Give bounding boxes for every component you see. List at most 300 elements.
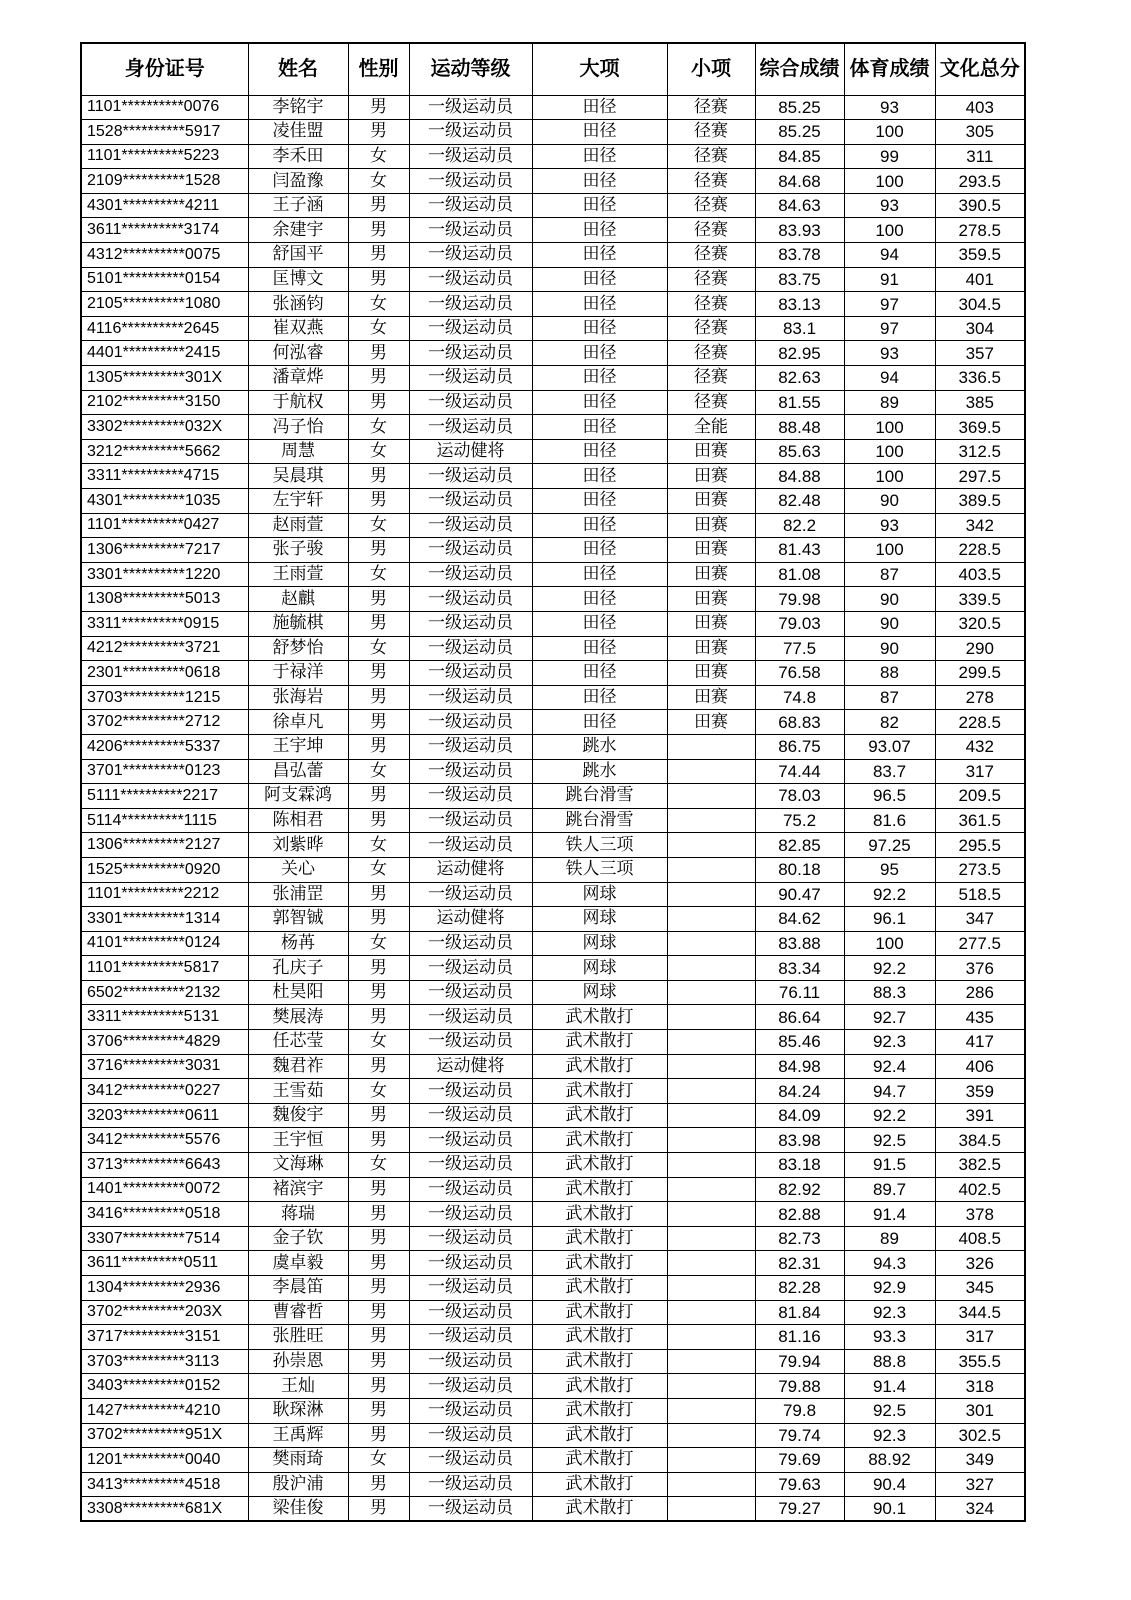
event-category-cell: 跳台滑雪 <box>532 784 667 809</box>
sport-level-cell: 一级运动员 <box>409 1153 532 1178</box>
id-number-cell: 3301**********1314 <box>81 907 248 932</box>
table-row <box>81 1497 1025 1522</box>
event-category-cell: 田径 <box>532 636 667 661</box>
overall-score-cell: 77.5 <box>755 636 844 661</box>
name-cell: 杨苒 <box>248 931 348 956</box>
event-subcategory-cell: 径赛 <box>667 292 755 317</box>
id-number-cell: 3717**********3151 <box>81 1325 248 1350</box>
sports-score-cell: 93.3 <box>844 1325 935 1350</box>
event-category-cell: 田径 <box>532 489 667 514</box>
overall-score-cell: 84.88 <box>755 464 844 489</box>
table-row <box>81 144 1025 169</box>
gender-cell: 男 <box>348 1054 409 1079</box>
name-cell: 左宇轩 <box>248 489 348 514</box>
name-cell: 金子钦 <box>248 1226 348 1251</box>
overall-score-cell: 82.88 <box>755 1202 844 1227</box>
id-number-cell: 1101**********0427 <box>81 513 248 538</box>
gender-cell: 男 <box>348 120 409 145</box>
culture-score-cell: 403.5 <box>935 562 1025 587</box>
sports-score-cell: 88 <box>844 661 935 686</box>
header-culture-score: 文化总分 <box>935 43 1025 95</box>
sport-level-cell: 一级运动员 <box>409 1349 532 1374</box>
sports-score-cell: 93 <box>844 341 935 366</box>
name-cell: 关心 <box>248 857 348 882</box>
overall-score-cell: 82.48 <box>755 489 844 514</box>
overall-score-cell: 81.55 <box>755 390 844 415</box>
name-cell: 李晨笛 <box>248 1276 348 1301</box>
sports-score-cell: 94.3 <box>844 1251 935 1276</box>
overall-score-cell: 90.47 <box>755 882 844 907</box>
name-cell: 闫盈豫 <box>248 169 348 194</box>
sport-level-cell: 一级运动员 <box>409 144 532 169</box>
id-number-cell: 3311**********0915 <box>81 611 248 636</box>
name-cell: 郭智铖 <box>248 907 348 932</box>
table-row <box>81 1276 1025 1301</box>
name-cell: 吴晨琪 <box>248 464 348 489</box>
id-number-cell: 3412**********0227 <box>81 1079 248 1104</box>
event-category-cell: 网球 <box>532 931 667 956</box>
name-cell: 魏君祚 <box>248 1054 348 1079</box>
overall-score-cell: 79.63 <box>755 1472 844 1497</box>
name-cell: 张子骏 <box>248 538 348 563</box>
overall-score-cell: 84.09 <box>755 1103 844 1128</box>
gender-cell: 男 <box>348 341 409 366</box>
name-cell: 王雨萱 <box>248 562 348 587</box>
sport-level-cell: 一级运动员 <box>409 513 532 538</box>
id-number-cell: 4206**********5337 <box>81 734 248 759</box>
id-number-cell: 5114**********1115 <box>81 808 248 833</box>
gender-cell: 男 <box>348 1005 409 1030</box>
name-cell: 孔庆子 <box>248 956 348 981</box>
sports-score-cell: 100 <box>844 538 935 563</box>
gender-cell: 女 <box>348 1153 409 1178</box>
overall-score-cell: 83.1 <box>755 316 844 341</box>
gender-cell: 男 <box>348 464 409 489</box>
name-cell: 王子涵 <box>248 193 348 218</box>
sports-score-cell: 94.7 <box>844 1079 935 1104</box>
id-number-cell: 1101**********2212 <box>81 882 248 907</box>
overall-score-cell: 79.94 <box>755 1349 844 1374</box>
sports-score-cell: 97.25 <box>844 833 935 858</box>
event-subcategory-cell <box>667 980 755 1005</box>
table-row <box>81 562 1025 587</box>
overall-score-cell: 79.27 <box>755 1497 844 1522</box>
sports-score-cell: 92.5 <box>844 1398 935 1423</box>
gender-cell: 男 <box>348 489 409 514</box>
header-sports-score: 体育成绩 <box>844 43 935 95</box>
name-cell: 王宇坤 <box>248 734 348 759</box>
table-row <box>81 193 1025 218</box>
sport-level-cell: 一级运动员 <box>409 1128 532 1153</box>
header-event-category: 大项 <box>532 43 667 95</box>
name-cell: 匡博文 <box>248 267 348 292</box>
id-number-cell: 4101**********0124 <box>81 931 248 956</box>
sports-score-cell: 100 <box>844 169 935 194</box>
id-number-cell: 1525**********0920 <box>81 857 248 882</box>
culture-score-cell: 382.5 <box>935 1153 1025 1178</box>
culture-score-cell: 389.5 <box>935 489 1025 514</box>
sport-level-cell: 一级运动员 <box>409 1398 532 1423</box>
event-category-cell: 武术散打 <box>532 1153 667 1178</box>
culture-score-cell: 318 <box>935 1374 1025 1399</box>
event-category-cell: 田径 <box>532 513 667 538</box>
sports-score-cell: 96.1 <box>844 907 935 932</box>
id-number-cell: 1528**********5917 <box>81 120 248 145</box>
culture-score-cell: 326 <box>935 1251 1025 1276</box>
table-row <box>81 587 1025 612</box>
name-cell: 王禹辉 <box>248 1423 348 1448</box>
event-category-cell: 网球 <box>532 980 667 1005</box>
sports-score-cell: 92.2 <box>844 1103 935 1128</box>
id-number-cell: 2102**********3150 <box>81 390 248 415</box>
event-subcategory-cell <box>667 784 755 809</box>
event-subcategory-cell: 径赛 <box>667 341 755 366</box>
culture-score-cell: 347 <box>935 907 1025 932</box>
gender-cell: 男 <box>348 661 409 686</box>
overall-score-cell: 82.63 <box>755 366 844 391</box>
culture-score-cell: 355.5 <box>935 1349 1025 1374</box>
overall-score-cell: 86.75 <box>755 734 844 759</box>
name-cell: 赵麒 <box>248 587 348 612</box>
table-row <box>81 267 1025 292</box>
event-category-cell: 武术散打 <box>532 1276 667 1301</box>
event-subcategory-cell <box>667 907 755 932</box>
sport-level-cell: 一级运动员 <box>409 415 532 440</box>
table-row <box>81 1153 1025 1178</box>
event-category-cell: 田径 <box>532 661 667 686</box>
event-subcategory-cell: 径赛 <box>667 390 755 415</box>
name-cell: 陈相君 <box>248 808 348 833</box>
gender-cell: 男 <box>348 1398 409 1423</box>
sports-score-cell: 89 <box>844 390 935 415</box>
table-row <box>81 857 1025 882</box>
sports-score-cell: 92.7 <box>844 1005 935 1030</box>
sports-score-cell: 93 <box>844 513 935 538</box>
gender-cell: 男 <box>348 267 409 292</box>
name-cell: 徐卓凡 <box>248 710 348 735</box>
sports-score-cell: 87 <box>844 685 935 710</box>
name-cell: 蒋瑞 <box>248 1202 348 1227</box>
event-subcategory-cell <box>667 1325 755 1350</box>
name-cell: 王雪茹 <box>248 1079 348 1104</box>
culture-score-cell: 349 <box>935 1448 1025 1473</box>
name-cell: 任芯莹 <box>248 1030 348 1055</box>
sport-level-cell: 一级运动员 <box>409 95 532 120</box>
event-subcategory-cell <box>667 1448 755 1473</box>
id-number-cell: 2301**********0618 <box>81 661 248 686</box>
sport-level-cell: 一级运动员 <box>409 1103 532 1128</box>
table-row <box>81 1226 1025 1251</box>
table-row <box>81 956 1025 981</box>
sport-level-cell: 一级运动员 <box>409 587 532 612</box>
sports-score-cell: 88.92 <box>844 1448 935 1473</box>
gender-cell: 男 <box>348 734 409 759</box>
name-cell: 樊展涛 <box>248 1005 348 1030</box>
event-category-cell: 田径 <box>532 95 667 120</box>
sports-score-cell: 82 <box>844 710 935 735</box>
gender-cell: 男 <box>348 980 409 1005</box>
id-number-cell: 5101**********0154 <box>81 267 248 292</box>
culture-score-cell: 369.5 <box>935 415 1025 440</box>
overall-score-cell: 84.98 <box>755 1054 844 1079</box>
id-number-cell: 1101**********5817 <box>81 956 248 981</box>
sports-score-cell: 92.3 <box>844 1300 935 1325</box>
event-category-cell: 田径 <box>532 366 667 391</box>
sport-level-cell: 一级运动员 <box>409 882 532 907</box>
sport-level-cell: 运动健将 <box>409 907 532 932</box>
gender-cell: 女 <box>348 439 409 464</box>
event-category-cell: 武术散打 <box>532 1448 667 1473</box>
gender-cell: 女 <box>348 169 409 194</box>
culture-score-cell: 344.5 <box>935 1300 1025 1325</box>
name-cell: 于航权 <box>248 390 348 415</box>
sports-score-cell: 92.3 <box>844 1423 935 1448</box>
gender-cell: 女 <box>348 415 409 440</box>
event-category-cell: 武术散打 <box>532 1103 667 1128</box>
sports-score-cell: 97 <box>844 316 935 341</box>
culture-score-cell: 359 <box>935 1079 1025 1104</box>
event-subcategory-cell <box>667 1398 755 1423</box>
culture-score-cell: 278 <box>935 685 1025 710</box>
event-category-cell: 田径 <box>532 292 667 317</box>
id-number-cell: 4212**********3721 <box>81 636 248 661</box>
event-subcategory-cell <box>667 857 755 882</box>
name-cell: 耿琛淋 <box>248 1398 348 1423</box>
gender-cell: 女 <box>348 857 409 882</box>
sport-level-cell: 一级运动员 <box>409 710 532 735</box>
table-row <box>81 661 1025 686</box>
id-number-cell: 3702**********203X <box>81 1300 248 1325</box>
overall-score-cell: 83.18 <box>755 1153 844 1178</box>
sport-level-cell: 一级运动员 <box>409 833 532 858</box>
name-cell: 梁佳俊 <box>248 1497 348 1522</box>
sports-score-cell: 100 <box>844 464 935 489</box>
overall-score-cell: 68.83 <box>755 710 844 735</box>
gender-cell: 男 <box>348 907 409 932</box>
table-row <box>81 390 1025 415</box>
overall-score-cell: 83.78 <box>755 243 844 268</box>
id-number-cell: 1308**********5013 <box>81 587 248 612</box>
culture-score-cell: 295.5 <box>935 833 1025 858</box>
name-cell: 赵雨萱 <box>248 513 348 538</box>
overall-score-cell: 81.84 <box>755 1300 844 1325</box>
event-subcategory-cell <box>667 1374 755 1399</box>
sport-level-cell: 运动健将 <box>409 857 532 882</box>
header-sport-level: 运动等级 <box>409 43 532 95</box>
overall-score-cell: 82.95 <box>755 341 844 366</box>
event-category-cell: 田径 <box>532 611 667 636</box>
gender-cell: 女 <box>348 1079 409 1104</box>
sport-level-cell: 一级运动员 <box>409 931 532 956</box>
event-subcategory-cell <box>667 1226 755 1251</box>
event-subcategory-cell: 径赛 <box>667 144 755 169</box>
sports-score-cell: 92.4 <box>844 1054 935 1079</box>
sport-level-cell: 一级运动员 <box>409 243 532 268</box>
event-subcategory-cell <box>667 1423 755 1448</box>
gender-cell: 女 <box>348 292 409 317</box>
event-subcategory-cell: 田赛 <box>667 611 755 636</box>
table-row <box>81 120 1025 145</box>
id-number-cell: 1401**********0072 <box>81 1177 248 1202</box>
table-row <box>81 1300 1025 1325</box>
event-subcategory-cell <box>667 808 755 833</box>
table-row <box>81 415 1025 440</box>
name-cell: 施毓棋 <box>248 611 348 636</box>
sport-level-cell: 一级运动员 <box>409 538 532 563</box>
sports-score-cell: 100 <box>844 415 935 440</box>
id-number-cell: 3307**********7514 <box>81 1226 248 1251</box>
culture-score-cell: 403 <box>935 95 1025 120</box>
event-subcategory-cell: 全能 <box>667 415 755 440</box>
sport-level-cell: 一级运动员 <box>409 759 532 784</box>
overall-score-cell: 79.8 <box>755 1398 844 1423</box>
sport-level-cell: 一级运动员 <box>409 1374 532 1399</box>
name-cell: 杜昊阳 <box>248 980 348 1005</box>
gender-cell: 男 <box>348 1128 409 1153</box>
sport-level-cell: 一级运动员 <box>409 218 532 243</box>
table-row <box>81 808 1025 833</box>
sports-score-cell: 92.2 <box>844 882 935 907</box>
event-category-cell: 田径 <box>532 439 667 464</box>
id-number-cell: 2105**********1080 <box>81 292 248 317</box>
culture-score-cell: 336.5 <box>935 366 1025 391</box>
id-number-cell: 3703**********1215 <box>81 685 248 710</box>
event-category-cell: 武术散打 <box>532 1349 667 1374</box>
sports-score-cell: 89.7 <box>844 1177 935 1202</box>
table-row <box>81 1103 1025 1128</box>
table-row <box>81 636 1025 661</box>
id-number-cell: 3413**********4518 <box>81 1472 248 1497</box>
table-row <box>81 1325 1025 1350</box>
overall-score-cell: 83.93 <box>755 218 844 243</box>
gender-cell: 男 <box>348 956 409 981</box>
event-category-cell: 田径 <box>532 710 667 735</box>
culture-score-cell: 376 <box>935 956 1025 981</box>
overall-score-cell: 85.25 <box>755 95 844 120</box>
event-category-cell: 田径 <box>532 243 667 268</box>
event-category-cell: 田径 <box>532 316 667 341</box>
name-cell: 舒梦怡 <box>248 636 348 661</box>
sport-level-cell: 一级运动员 <box>409 1497 532 1522</box>
gender-cell: 男 <box>348 538 409 563</box>
sports-score-cell: 96.5 <box>844 784 935 809</box>
overall-score-cell: 84.63 <box>755 193 844 218</box>
overall-score-cell: 79.88 <box>755 1374 844 1399</box>
sports-score-cell: 92.5 <box>844 1128 935 1153</box>
event-subcategory-cell <box>667 759 755 784</box>
table-body <box>81 95 1025 1521</box>
id-number-cell: 3302**********032X <box>81 415 248 440</box>
overall-score-cell: 82.85 <box>755 833 844 858</box>
header-gender: 性别 <box>348 43 409 95</box>
header-id-number: 身份证号 <box>81 43 248 95</box>
overall-score-cell: 82.28 <box>755 1276 844 1301</box>
table-row <box>81 169 1025 194</box>
culture-score-cell: 385 <box>935 390 1025 415</box>
overall-score-cell: 81.16 <box>755 1325 844 1350</box>
name-cell: 张胜旺 <box>248 1325 348 1350</box>
sports-score-cell: 91 <box>844 267 935 292</box>
culture-score-cell: 384.5 <box>935 1128 1025 1153</box>
event-category-cell: 跳水 <box>532 734 667 759</box>
sports-score-cell: 90.4 <box>844 1472 935 1497</box>
culture-score-cell: 312.5 <box>935 439 1025 464</box>
table-row <box>81 1349 1025 1374</box>
sports-score-cell: 81.6 <box>844 808 935 833</box>
overall-score-cell: 83.88 <box>755 931 844 956</box>
name-cell: 褚滨宇 <box>248 1177 348 1202</box>
sports-score-cell: 93.07 <box>844 734 935 759</box>
table-row <box>81 366 1025 391</box>
event-subcategory-cell: 径赛 <box>667 243 755 268</box>
overall-score-cell: 76.58 <box>755 661 844 686</box>
id-number-cell: 3311**********5131 <box>81 1005 248 1030</box>
event-category-cell: 田径 <box>532 464 667 489</box>
table-row <box>81 980 1025 1005</box>
culture-score-cell: 518.5 <box>935 882 1025 907</box>
event-subcategory-cell <box>667 734 755 759</box>
event-category-cell: 武术散打 <box>532 1030 667 1055</box>
event-subcategory-cell <box>667 1202 755 1227</box>
table-row <box>81 316 1025 341</box>
table-row <box>81 1030 1025 1055</box>
gender-cell: 男 <box>348 366 409 391</box>
event-subcategory-cell <box>667 1054 755 1079</box>
culture-score-cell: 378 <box>935 1202 1025 1227</box>
sport-level-cell: 一级运动员 <box>409 1030 532 1055</box>
id-number-cell: 1427**********4210 <box>81 1398 248 1423</box>
gender-cell: 男 <box>348 685 409 710</box>
id-number-cell: 1304**********2936 <box>81 1276 248 1301</box>
table-row <box>81 439 1025 464</box>
name-cell: 周慧 <box>248 439 348 464</box>
event-category-cell: 田径 <box>532 685 667 710</box>
culture-score-cell: 324 <box>935 1497 1025 1522</box>
score-table <box>80 42 1026 1522</box>
table-row <box>81 341 1025 366</box>
culture-score-cell: 401 <box>935 267 1025 292</box>
gender-cell: 男 <box>348 611 409 636</box>
gender-cell: 男 <box>348 1423 409 1448</box>
event-subcategory-cell: 田赛 <box>667 464 755 489</box>
gender-cell: 男 <box>348 1177 409 1202</box>
culture-score-cell: 304.5 <box>935 292 1025 317</box>
sport-level-cell: 一级运动员 <box>409 1079 532 1104</box>
sports-score-cell: 90 <box>844 611 935 636</box>
overall-score-cell: 82.2 <box>755 513 844 538</box>
sports-score-cell: 90 <box>844 636 935 661</box>
event-category-cell: 铁人三项 <box>532 857 667 882</box>
overall-score-cell: 80.18 <box>755 857 844 882</box>
culture-score-cell: 317 <box>935 1325 1025 1350</box>
event-subcategory-cell <box>667 1300 755 1325</box>
event-subcategory-cell: 田赛 <box>667 439 755 464</box>
event-subcategory-cell <box>667 1079 755 1104</box>
event-category-cell: 网球 <box>532 907 667 932</box>
overall-score-cell: 84.24 <box>755 1079 844 1104</box>
gender-cell: 男 <box>348 1251 409 1276</box>
sports-score-cell: 94 <box>844 243 935 268</box>
event-category-cell: 田径 <box>532 562 667 587</box>
gender-cell: 男 <box>348 1103 409 1128</box>
event-subcategory-cell <box>667 1030 755 1055</box>
name-cell: 虞卓毅 <box>248 1251 348 1276</box>
culture-score-cell: 432 <box>935 734 1025 759</box>
sport-level-cell: 一级运动员 <box>409 341 532 366</box>
event-subcategory-cell <box>667 1153 755 1178</box>
culture-score-cell: 301 <box>935 1398 1025 1423</box>
culture-score-cell: 327 <box>935 1472 1025 1497</box>
